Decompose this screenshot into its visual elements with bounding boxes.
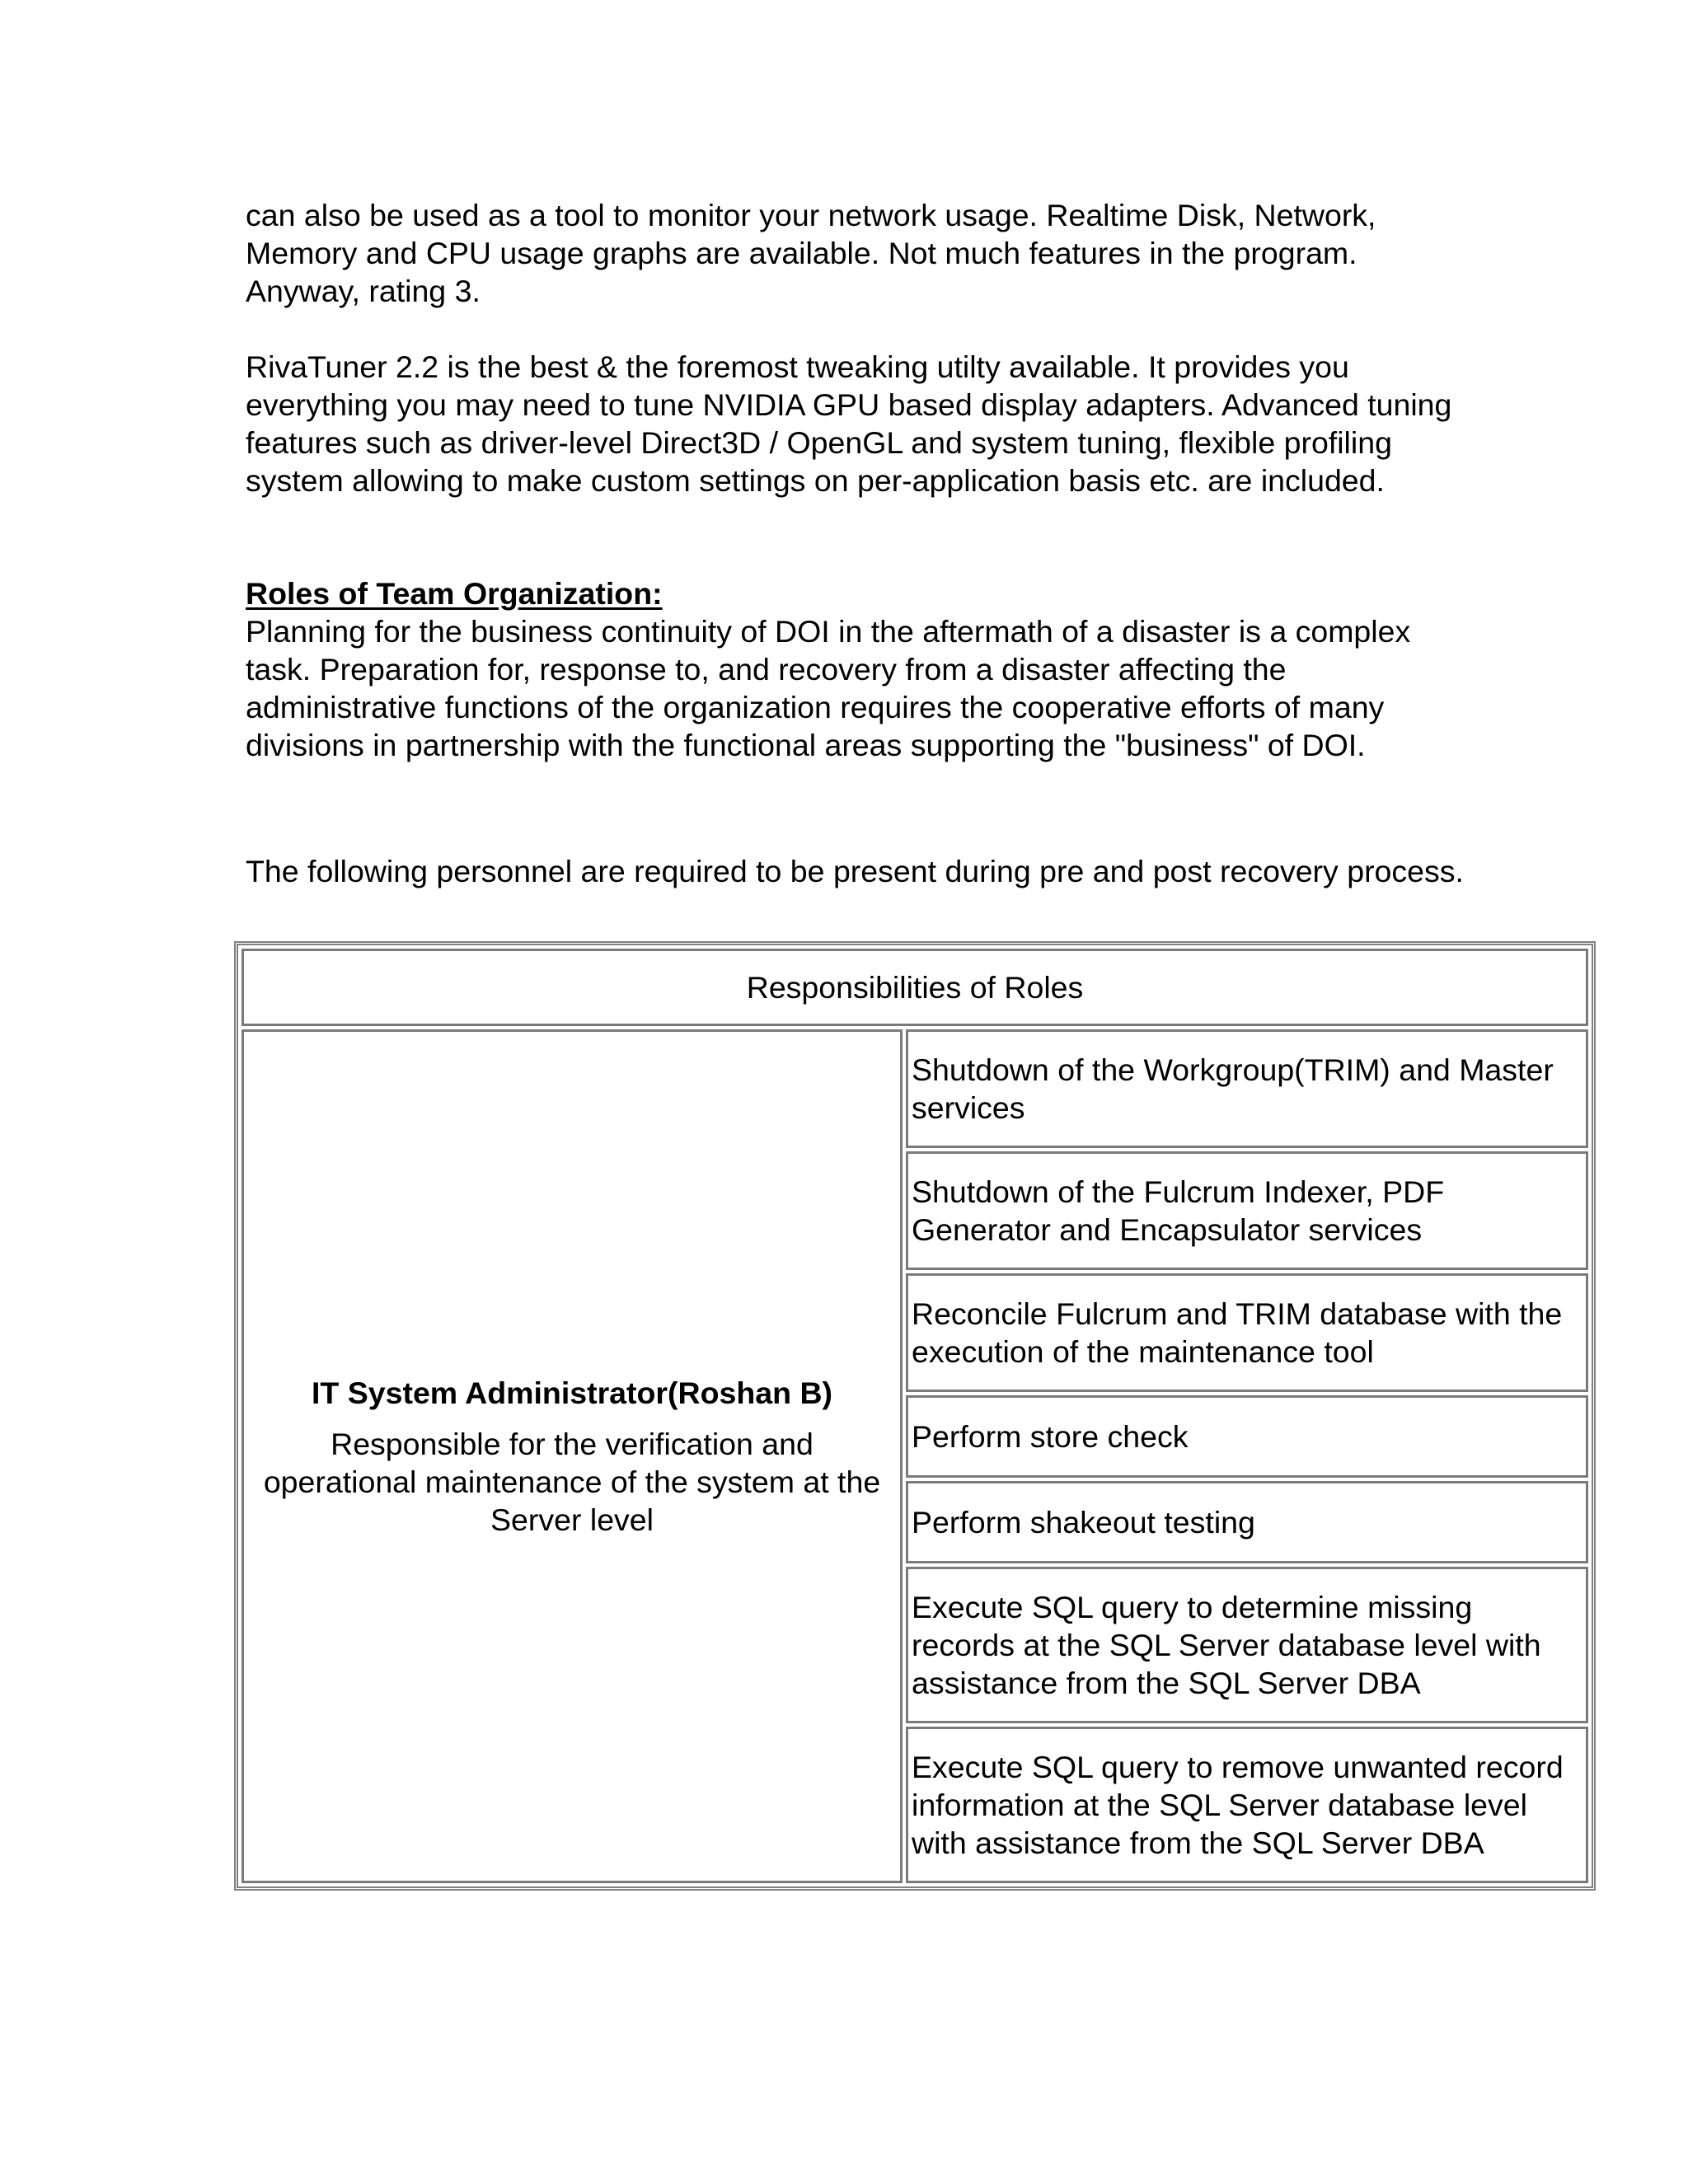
role-cell xyxy=(241,1029,903,1883)
table-row xyxy=(241,1029,1588,1148)
responsibilities-table xyxy=(234,941,1596,1891)
paragraph-business-continuity: Planning for the business continuity of DOI in the aftermath of a disaster is a complex task. Preparation for, response to, and recovery from a disaster affecting the administrative functions of the organization requires the cooperative efforts of many divisions in partnership with the functional areas supporting the "business" of DOI. xyxy=(246,614,1411,762)
table-header: Responsibilities of Roles xyxy=(241,949,1588,1026)
table-header-row xyxy=(241,949,1588,1026)
role-description: Responsible for the verification and operational maintenance of the system at the Server level xyxy=(263,1427,881,1537)
role-name: IT System Administrator(Roshan B) xyxy=(311,1376,833,1410)
responsibility-cell: Perform shakeout testing xyxy=(906,1481,1588,1563)
paragraph-network-monitor: can also be used as a tool to monitor your network usage. Realtime Disk, Network, Memory and CPU usage graphs are available. Not much features in the program. Anyway, rating 3. xyxy=(246,198,1376,308)
responsibility-cell: Execute SQL query to remove unwanted record information at the SQL Server database level with assistance from the SQL Server DBA xyxy=(906,1727,1588,1883)
paragraph-personnel: The following personnel are required to be present during pre and post recovery process. xyxy=(246,854,1464,888)
paragraph-rivatuner: RivaTuner 2.2 is the best & the foremost tweaking utilty available. It provides you everything you may need to tune NVIDIA GPU based display adapters. Advanced tuning features such as driver-level Direct3D / OpenGL and system tuning, flexible profiling system allowing to make custom settings on per-application basis etc. are included. xyxy=(246,349,1452,498)
responsibility-cell: Reconcile Fulcrum and TRIM database with the execution of the maintenance tool xyxy=(906,1273,1588,1392)
section-heading: Roles of Team Organization: xyxy=(246,576,663,611)
responsibility-cell: Execute SQL query to determine missing records at the SQL Server database level with assistance from the SQL Server DBA xyxy=(906,1567,1588,1723)
responsibility-cell: Perform store check xyxy=(906,1395,1588,1478)
responsibility-cell: Shutdown of the Fulcrum Indexer, PDF Generator and Encapsulator services xyxy=(906,1151,1588,1270)
responsibility-cell: Shutdown of the Workgroup(TRIM) and Master services xyxy=(906,1029,1588,1148)
